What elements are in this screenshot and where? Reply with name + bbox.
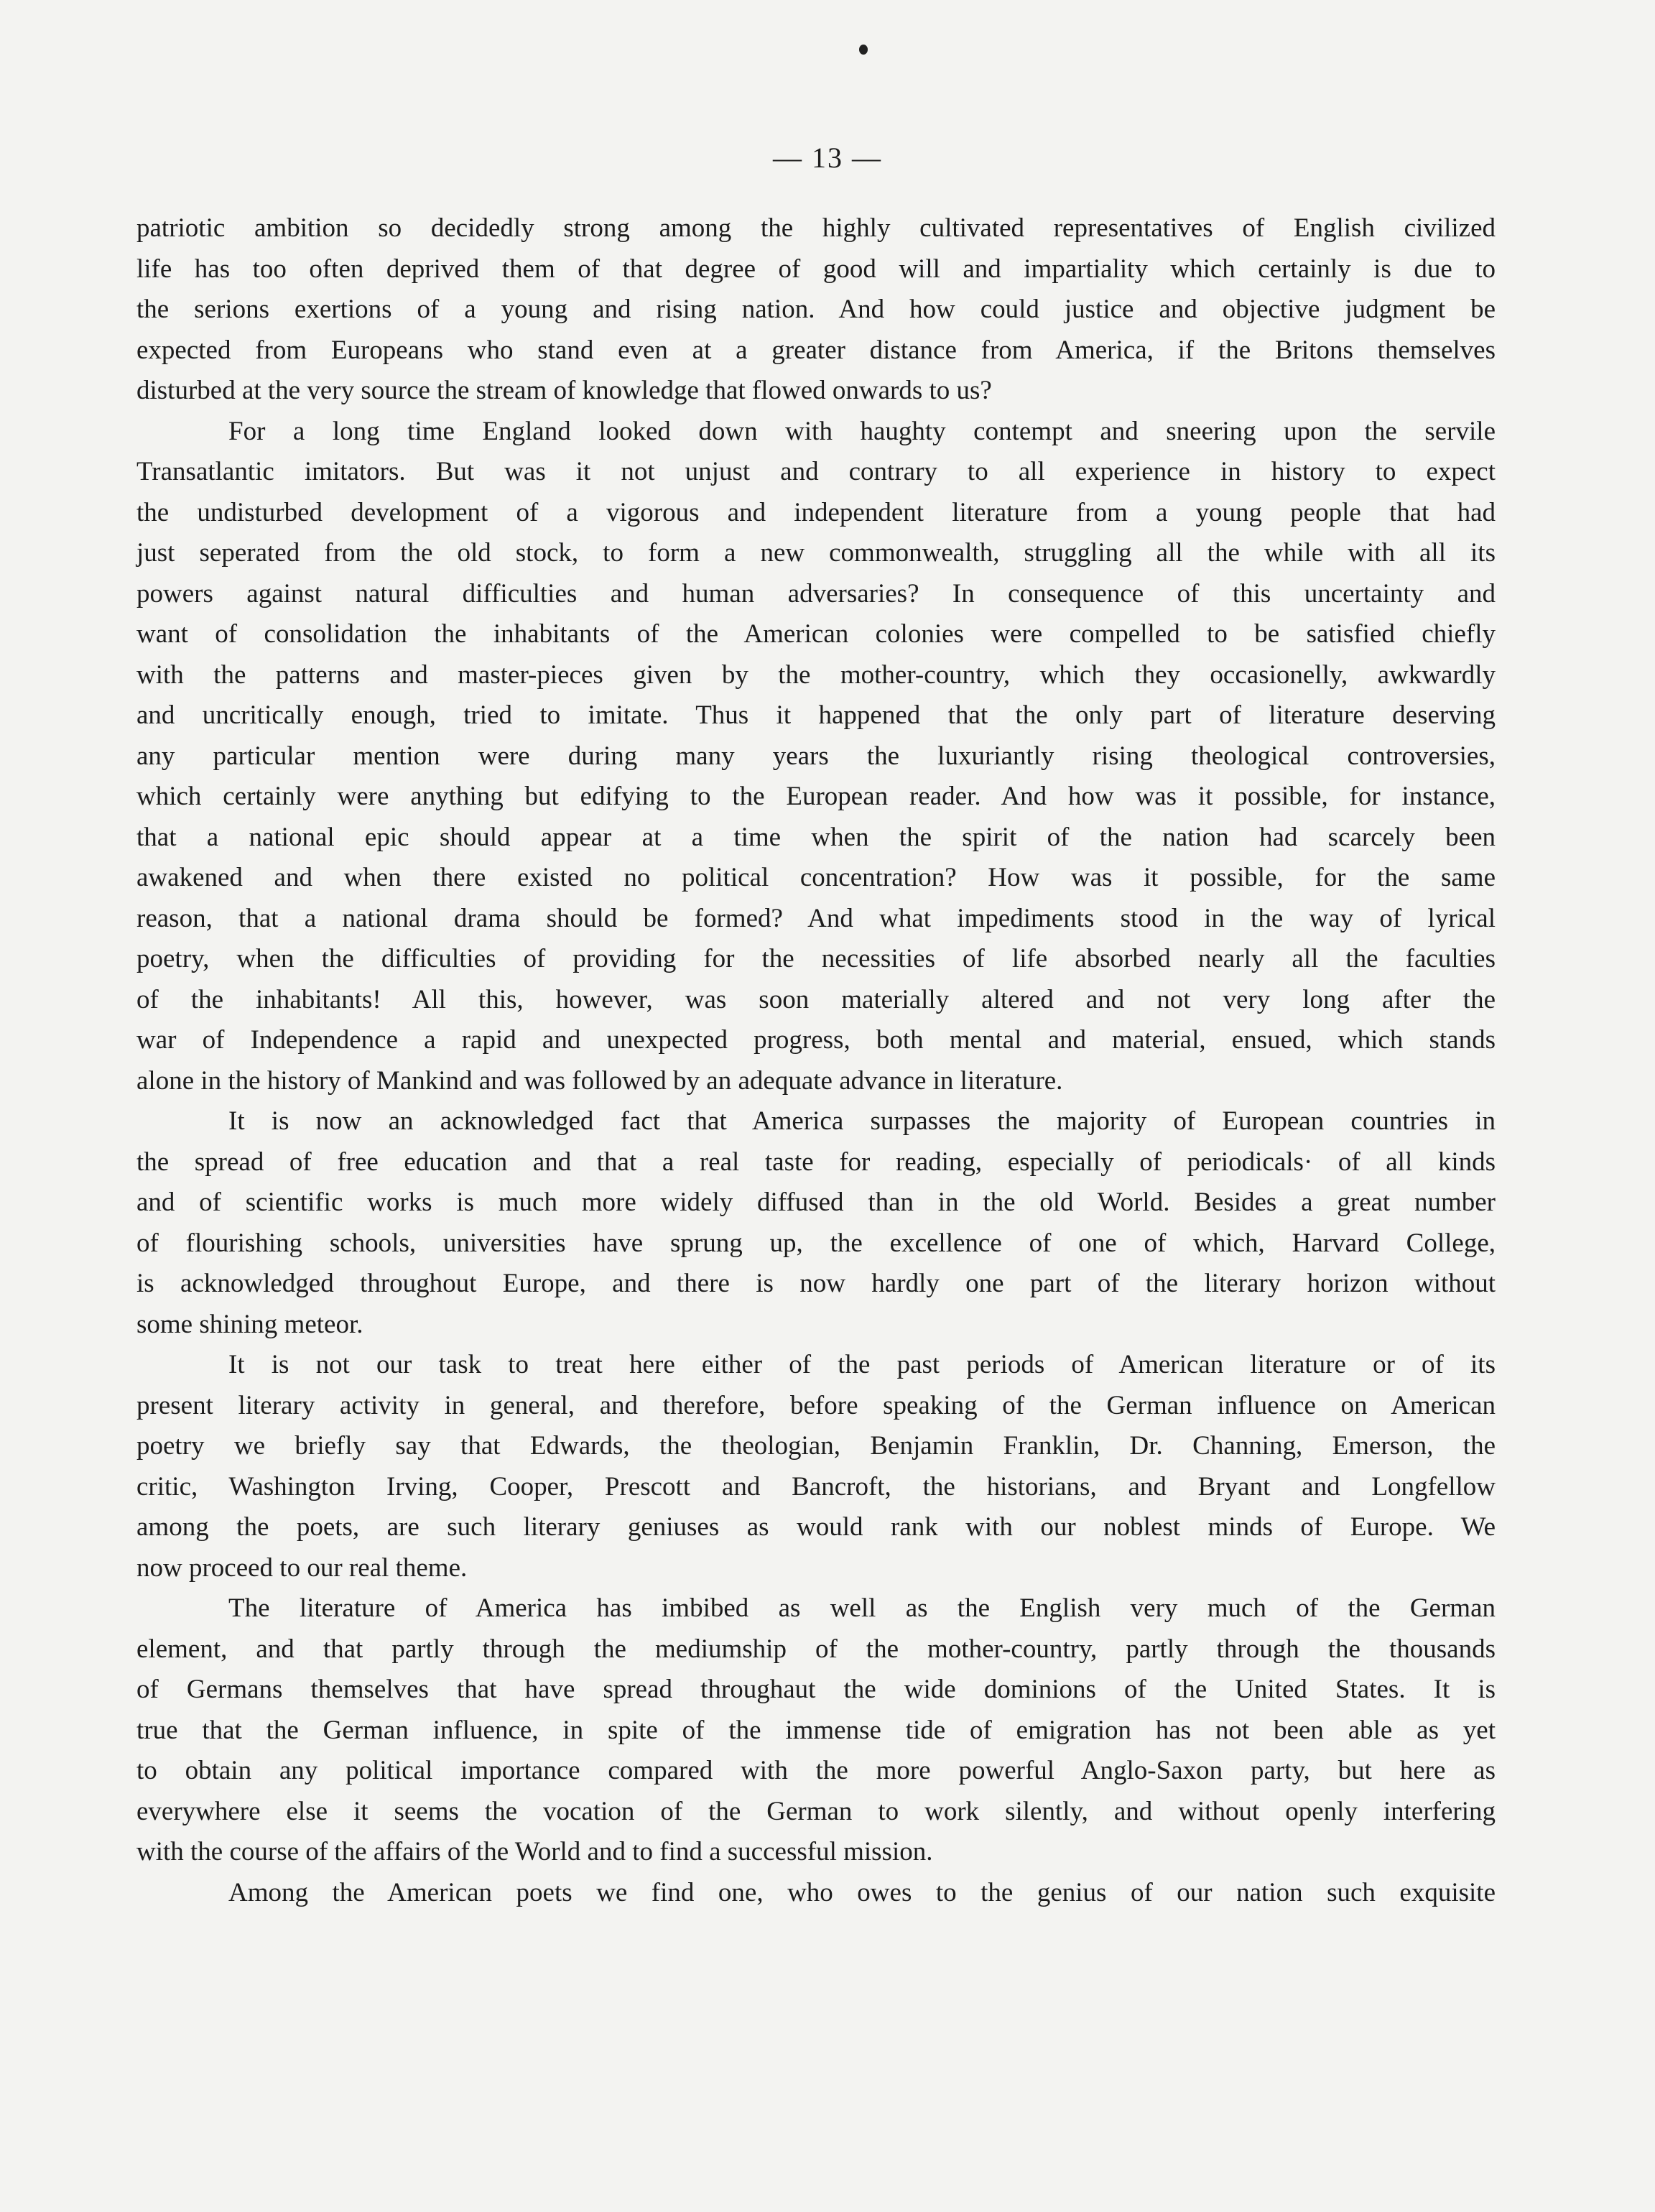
text-line: and of scientific works is much more widely diffused than in the old World. Besides a great number <box>136 1188 1496 1217</box>
text-line: powers against natural difficulties and human adversaries? In consequence of this uncertainty and <box>136 578 1496 608</box>
text-line: of the inhabitants! All this, however, was soon materially altered and not very long after the <box>136 984 1496 1014</box>
text-line: which certainly were anything but edifying to the European reader. And how was it possible, for instance, <box>136 782 1496 811</box>
text-line: and uncritically enough, tried to imitate. Thus it happened that the only part of literature deserving <box>136 700 1496 730</box>
text-line: is acknowledged throughout Europe, and there is now hardly one part of the literary horizon without <box>136 1269 1496 1298</box>
text-line: present literary activity in general, and therefore, before speaking of the German influence on American <box>136 1390 1496 1420</box>
text-line: the serions exertions of a young and rising nation. And how could justice and objective judgment be <box>136 295 1496 324</box>
text-line: of flourishing schools, universities have sprung up, the excellence of one of which, Harvard College, <box>136 1228 1496 1258</box>
text-line: now proceed to our real theme. <box>136 1552 468 1583</box>
text-line: the undisturbed development of a vigorous and independent literature from a young people that had <box>136 497 1496 527</box>
text-line: that a national epic should appear at a time when the spirit of the nation had scarcely been <box>136 822 1496 852</box>
text-line: For a long time England looked down with haughty contempt and sneering upon the servile <box>228 416 1496 446</box>
paragraph <box>136 412 1496 1102</box>
paragraph <box>136 1873 1496 1914</box>
text-line: of Germans themselves that have spread throughaut the wide dominions of the United States. It is <box>136 1675 1496 1704</box>
paragraph <box>136 1101 1496 1345</box>
text-line: It is now an acknowledged fact that America surpasses the majority of European countries in <box>228 1106 1496 1136</box>
text-line: Transatlantic imitators. But was it not unjust and contrary to all experience in history to expect <box>136 457 1496 486</box>
paragraph <box>136 208 1496 412</box>
text-line: just seperated from the old stock, to form a new commonwealth, struggling all the while with all its <box>136 538 1496 568</box>
text-line: to obtain any political importance compared with the more powerful Anglo-Saxon party, but here as <box>136 1756 1496 1785</box>
body-text <box>136 208 1496 1913</box>
text-line: with the course of the affairs of the World and to find a successful mission. <box>136 1837 933 1866</box>
text-line: some shining meteor. <box>136 1309 363 1339</box>
text-line: war of Independence a rapid and unexpected progress, both mental and material, ensued, which stands <box>136 1025 1496 1055</box>
page-number: — 13 — <box>773 142 882 174</box>
text-line: poetry, when the difficulties of providing for the necessities of life absorbed nearly all the faculties <box>136 944 1496 973</box>
text-line: element, and that partly through the mediumship of the mother-country, partly through the thousands <box>136 1634 1496 1664</box>
text-line: critic, Washington Irving, Cooper, Prescott and Bancroft, the historians, and Bryant and Longfellow <box>136 1471 1496 1501</box>
text-line: with the patterns and master-pieces given by the mother-country, which they occasionelly, awkwardly <box>136 660 1496 690</box>
text-line: among the poets, are such literary geniuses as would rank with our noblest minds of Europe. We <box>136 1512 1496 1542</box>
paragraph <box>136 1345 1496 1588</box>
text-line: Among the American poets we find one, who owes to the genius of our nation such exquisite <box>228 1877 1496 1907</box>
text-line: poetry we briefly say that Edwards, the theologian, Benjamin Franklin, Dr. Channing, Emerson, the <box>136 1431 1496 1461</box>
text-line: patriotic ambition so decidedly strong among the highly cultivated representatives of English civilized <box>136 213 1496 243</box>
text-line: It is not our task to treat here either of the past periods of American literature or of its <box>228 1350 1496 1379</box>
text-line: reason, that a national drama should be formed? And what impediments stood in the way of lyrical <box>136 903 1496 933</box>
text-line: alone in the history of Mankind and was followed by an adequate advance in literature. <box>136 1065 1063 1096</box>
ink-mark <box>859 45 868 55</box>
text-line: want of consolidation the inhabitants of the American colonies were compelled to be satisfied chiefly <box>136 619 1496 649</box>
text-line: disturbed at the very source the stream of knowledge that flowed onwards to us? <box>136 376 992 405</box>
text-line: everywhere else it seems the vocation of the German to work silently, and without openly interfering <box>136 1796 1496 1826</box>
text-line: life has too often deprived them of that degree of good will and impartiality which certainly is due to <box>136 254 1496 284</box>
text-line: The literature of America has imbibed as well as the English very much of the German <box>228 1593 1496 1623</box>
text-line: the spread of free education and that a real taste for reading, especially of periodicals· of all kinds <box>136 1147 1496 1177</box>
text-line: any particular mention were during many years the luxuriantly rising theological controversies, <box>136 741 1496 771</box>
text-line: awakened and when there existed no political concentration? How was it possible, for the same <box>136 863 1496 892</box>
paragraph <box>136 1588 1496 1873</box>
text-line: true that the German influence, in spite of the immense tide of emigration has not been able as yet <box>136 1715 1496 1745</box>
text-line: expected from Europeans who stand even at a greater distance from America, if the Britons themselves <box>136 335 1496 365</box>
